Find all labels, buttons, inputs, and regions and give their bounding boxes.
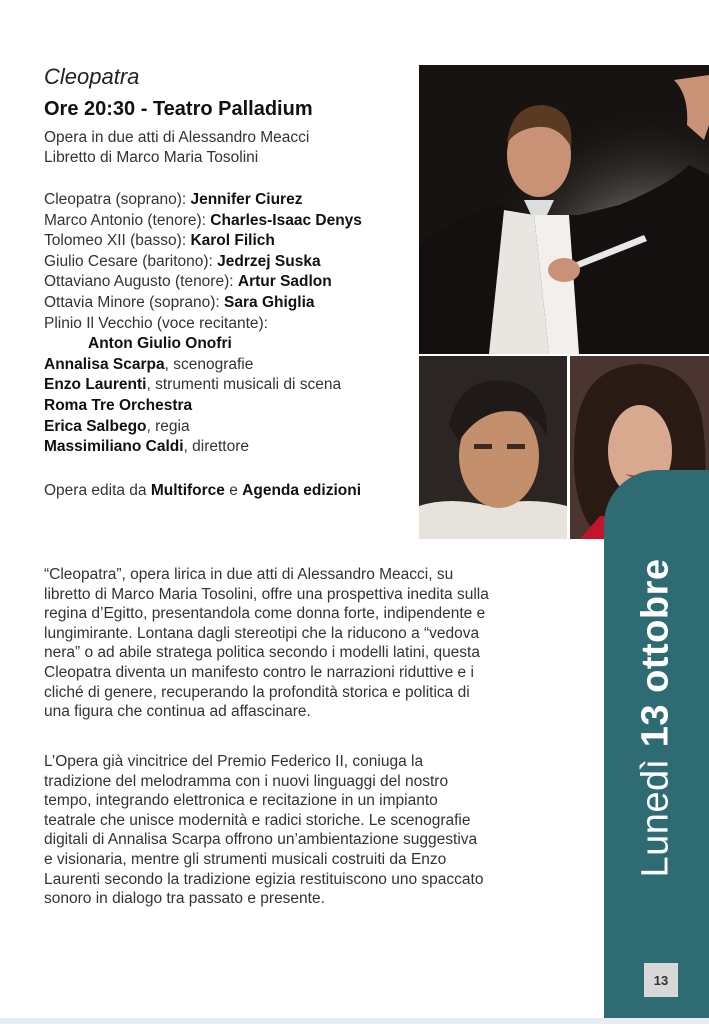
credit-name: Annalisa Scarpa xyxy=(44,355,165,373)
page-bottom-edge xyxy=(0,1018,709,1024)
cast-item xyxy=(44,211,414,232)
text-line: una figura che continua ad affascinare. xyxy=(44,703,311,721)
credit-name: Erica Salbego xyxy=(44,417,147,435)
publisher-name-1: Multiforce xyxy=(150,482,225,499)
date-day: Lunedì xyxy=(634,747,677,878)
text-line: libretto di Marco Maria Tosolini, offre una prospettiva inedita sulla xyxy=(44,585,489,603)
cast-item xyxy=(44,190,414,211)
publisher-prefix: Opera edita da xyxy=(44,482,151,499)
page-number: 13 xyxy=(644,963,678,997)
cast-item xyxy=(44,293,414,314)
cast-singer: Anton Giulio Onofri xyxy=(88,335,232,353)
publisher-name-2: Agenda edizioni xyxy=(242,482,361,499)
text-line: digitali di Annalisa Scarpa offrono un’ambientazione suggestiva xyxy=(44,831,478,849)
opera-title: Cleopatra xyxy=(44,64,140,89)
cast-role: Plinio Il Vecchio (voce recitante): xyxy=(44,314,268,332)
cast-role: Ottavia Minore (soprano): xyxy=(44,293,225,311)
cast-singer: Artur Sadlon xyxy=(237,273,332,291)
subtitle-libretto: Libretto di Marco Maria Tosolini xyxy=(44,149,259,166)
date-value: 13 ottobre xyxy=(634,558,677,748)
cast-item xyxy=(44,314,414,335)
credit-role: , direttore xyxy=(183,438,250,456)
text-line: tradizione del melodramma con i nuovi linguaggi del nostro xyxy=(44,772,449,790)
cast-singer: Charles-Isaac Denys xyxy=(210,211,362,229)
cast-role: Cleopatra (soprano): xyxy=(44,191,191,208)
description-paragraph-1 xyxy=(44,565,564,722)
text-line: cliché di genere, recuperando la profondità storica e politica di xyxy=(44,683,470,701)
date-banner xyxy=(635,559,678,878)
credit-item xyxy=(44,437,414,458)
cast-item xyxy=(44,334,414,355)
text-line: “Cleopatra”, opera lirica in due atti di Alessandro Meacci, su xyxy=(44,566,454,583)
description-paragraph-2 xyxy=(44,752,564,909)
text-line: L’Opera già vincitrice del Premio Federico II, coniuga la xyxy=(44,753,424,770)
publisher-middle: e xyxy=(224,482,243,499)
cast-item xyxy=(44,252,414,273)
credit-role: , regia xyxy=(146,417,190,435)
conductor-photo xyxy=(419,65,709,354)
credit-item xyxy=(44,417,414,438)
text-line: e visionaria, mentre gli strumenti musicali costruiti da Enzo xyxy=(44,850,447,868)
credit-name: Massimiliano Caldi xyxy=(44,438,184,456)
credit-role: , strumenti musicali di scena xyxy=(146,376,342,394)
cast-role: Giulio Cesare (baritono): xyxy=(44,252,218,270)
singer-male-photo xyxy=(419,356,567,539)
credit-item xyxy=(44,396,414,417)
text-line: nera” o ad abile stratega politica secondo i modelli latini, questa xyxy=(44,644,480,662)
text-line: teatrale che unisce modernità e radici storiche. Le scenografie xyxy=(44,811,471,829)
cast-item xyxy=(44,231,414,252)
cast-singer: Jennifer Ciurez xyxy=(190,191,303,208)
cast-list xyxy=(44,190,414,458)
text-line: tempo, integrando elettronica e recitazione in un impianto xyxy=(44,792,438,810)
text-line: regina d’Egitto, presentandola come donna forte, indipendente e xyxy=(44,605,486,623)
cast-role: Ottaviano Augusto (tenore): xyxy=(44,273,238,291)
cast-item xyxy=(44,272,414,293)
credit-item xyxy=(44,375,414,396)
cast-singer: Jedrzej Suska xyxy=(217,252,321,270)
time-venue-heading: Ore 20:30 - Teatro Palladium xyxy=(44,98,313,120)
cast-role: Marco Antonio (tenore): xyxy=(44,211,211,229)
cast-role: Tolomeo XII (basso): xyxy=(44,232,191,250)
credit-name: Roma Tre Orchestra xyxy=(44,396,193,414)
text-line: Cleopatra diventa un manifesto contro le narrazioni riduttive e i xyxy=(44,663,474,681)
subtitle-composer: Opera in due atti di Alessandro Meacci xyxy=(44,129,310,146)
publisher-line xyxy=(44,482,361,500)
text-line: Laurenti secondo la tradizione egizia restituiscono uno spaccato xyxy=(44,870,484,888)
text-line: lungimirante. Lontana dagli stereotipi che la riducono a “vedova xyxy=(44,624,480,642)
cast-singer: Sara Ghiglia xyxy=(224,293,315,311)
credit-name: Enzo Laurenti xyxy=(44,376,147,394)
credit-role: , scenografie xyxy=(164,355,254,373)
cast-singer: Karol Filich xyxy=(190,232,275,250)
text-line: sonoro in dialogo tra passato e presente. xyxy=(44,890,325,908)
credit-item xyxy=(44,355,414,376)
